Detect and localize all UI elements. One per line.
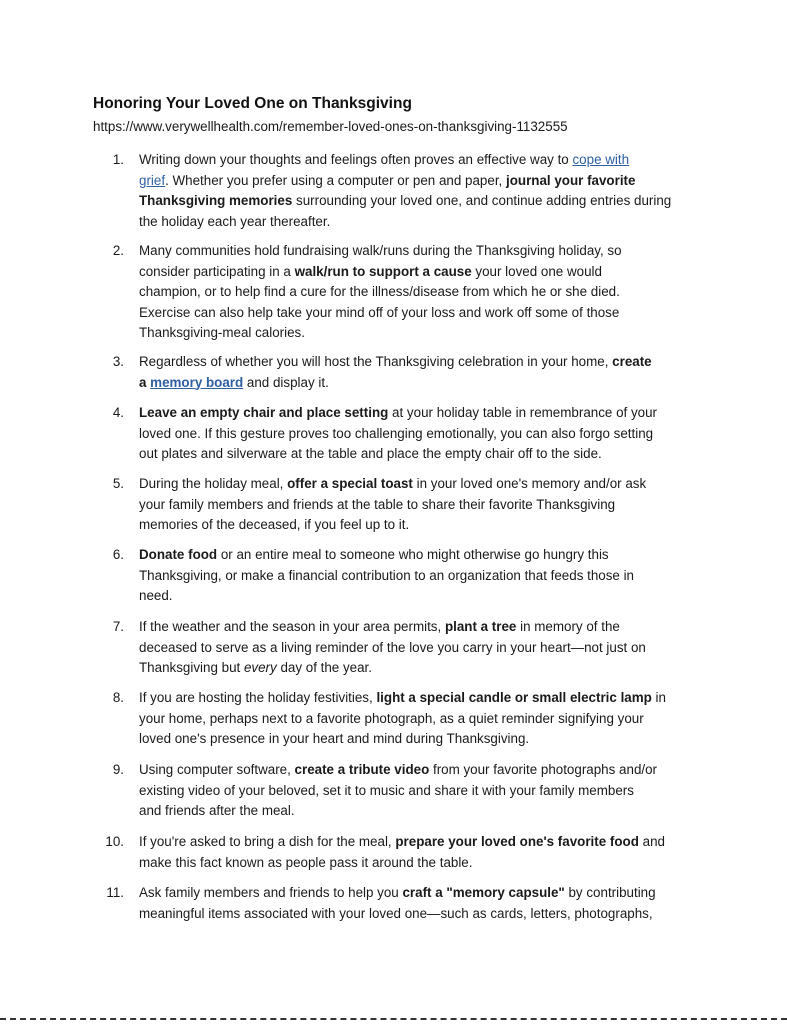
list-item-number: 2.: [112, 243, 124, 258]
text-line: [139, 150, 704, 171]
inline-link[interactable]: memory board: [150, 374, 244, 390]
text-line: [139, 515, 704, 536]
text-run: out plates and silverware at the table and place the empty chair off to the side.: [139, 446, 602, 461]
bold-text: Thanksgiving memories: [139, 193, 293, 208]
text-line: [139, 352, 704, 373]
text-line: [139, 883, 704, 904]
text-line: [139, 832, 704, 853]
list-item-text: [139, 352, 704, 393]
text-run: Using computer software,: [139, 762, 295, 777]
text-line: [139, 424, 704, 445]
bold-text: create a tribute video: [294, 762, 430, 777]
bold-text: create: [612, 354, 652, 369]
list-item-text: [139, 403, 704, 465]
list-item-text: [139, 760, 704, 822]
text-run: Regardless of whether you will host the Thanksgiving celebration in your home,: [139, 354, 613, 369]
text-run: surrounding your loved one, and continue adding entries during: [292, 193, 672, 208]
text-run: and display it.: [243, 374, 329, 390]
bold-text: Donate food: [139, 547, 218, 562]
text-line: [139, 709, 704, 730]
list-item-number: 7.: [112, 619, 124, 634]
text-run: or an entire meal to someone who might otherwise go hungry this: [217, 547, 609, 562]
text-run: need.: [139, 588, 173, 603]
list-item-number: 8.: [112, 690, 124, 705]
list-item-text: [139, 474, 704, 536]
text-run: your loved one would: [471, 263, 602, 279]
bold-text: craft a "memory capsule": [402, 885, 565, 900]
text-run: Thanksgiving-meal calories.: [139, 325, 305, 340]
list-item-text: [139, 241, 704, 344]
text-line: [139, 474, 704, 495]
text-run: from your favorite photographs and/or: [429, 762, 658, 777]
text-run: at your holiday table in remembrance of your: [388, 405, 658, 420]
list-item-text: [139, 832, 704, 873]
text-run: in your loved one's memory and/or ask: [412, 476, 647, 491]
text-line: [139, 801, 704, 822]
text-line: [139, 303, 704, 324]
text-run: Ask family members and friends to help you: [139, 885, 403, 900]
text-run: by contributing: [564, 885, 656, 900]
text-run: If you're asked to bring a dish for the meal,: [139, 834, 396, 849]
italic-text: every: [243, 660, 277, 675]
text-line: [139, 566, 704, 587]
document-title: Honoring Your Loved One on Thanksgiving: [93, 95, 412, 112]
text-run: champion, or to help find a cure for the illness/disease from which he or she died.: [139, 284, 620, 299]
text-run: and friends after the meal.: [139, 803, 295, 818]
text-line: [139, 688, 704, 709]
text-line: [139, 904, 704, 925]
text-line: [139, 545, 704, 566]
list-item-number: 1.: [112, 152, 124, 167]
text-run: make this fact known as people pass it around the table.: [139, 854, 473, 870]
bold-text: a: [139, 374, 151, 390]
text-run: Exercise can also help take your mind off of your loss and work off some of those: [139, 304, 620, 320]
text-line: [139, 729, 704, 750]
text-run: existing video of your beloved, set it to music and share it with your family members: [139, 782, 634, 798]
text-line: [139, 760, 704, 781]
text-line: [139, 617, 704, 638]
text-line: [139, 781, 704, 802]
text-line: [139, 586, 704, 607]
text-run: in: [651, 690, 666, 705]
text-run: meaningful items associated with your loved one—such as cards, letters, photographs,: [139, 905, 653, 921]
text-run: in memory of the: [516, 619, 620, 634]
text-line: [139, 212, 704, 233]
text-line: [139, 373, 704, 394]
text-run: and: [638, 834, 665, 849]
text-run: During the holiday meal,: [139, 476, 288, 491]
list-item-text: [139, 545, 704, 607]
text-run: memories of the deceased, if you feel up to it.: [139, 517, 410, 532]
text-run: day of the year.: [276, 660, 373, 675]
text-run: Writing down your thoughts and feelings often proves an effective way to: [139, 152, 573, 167]
bold-text: plant a tree: [444, 619, 517, 634]
text-run: If you are hosting the holiday festivities,: [139, 690, 377, 705]
text-line: [139, 403, 704, 424]
bold-text: journal your favorite: [505, 172, 636, 188]
text-run: Thanksgiving but: [139, 660, 244, 675]
text-line: [139, 191, 704, 212]
bold-text: walk/run to support a cause: [294, 263, 472, 279]
list-item-number: 11.: [106, 885, 124, 900]
list-item-text: [139, 617, 704, 679]
text-run: loved one. If this gesture proves too challenging emotionally, you can also forgo setting: [139, 425, 654, 441]
text-run: Many communities hold fundraising walk/runs during the Thanksgiving holiday, so: [139, 243, 622, 258]
bold-text: offer a special toast: [287, 476, 413, 491]
text-run: consider participating in a: [139, 263, 295, 279]
text-line: [139, 282, 704, 303]
text-line: [139, 323, 704, 344]
bold-text: Leave an empty chair and place setting: [139, 405, 389, 420]
text-run: your home, perhaps next to a favorite photograph, as a quiet reminder signifying your: [139, 710, 644, 726]
list-item-number: 6.: [112, 547, 124, 562]
list-item-text: [139, 883, 704, 924]
text-line: [139, 262, 704, 283]
text-run: your family members and friends at the table to share their favorite Thanksgiving: [139, 496, 616, 512]
list-item-number: 3.: [112, 354, 124, 369]
bold-text: light a special candle or small electric lamp: [376, 690, 652, 705]
source-url: https://www.verywellhealth.com/remember-loved-ones-on-thanksgiving-1132555: [93, 119, 568, 134]
page-cut-line: [0, 1018, 787, 1020]
text-line: [139, 638, 704, 659]
text-line: [139, 495, 704, 516]
text-run: the holiday each year thereafter.: [139, 213, 331, 229]
text-line: [139, 171, 704, 192]
inline-link[interactable]: grief: [139, 172, 166, 188]
text-line: [139, 241, 704, 262]
inline-link[interactable]: cope with: [572, 152, 630, 167]
text-line: [139, 658, 704, 679]
bold-text: prepare your loved one's favorite food: [395, 834, 639, 849]
text-run: loved one's presence in your heart and mind during Thanksgiving.: [139, 731, 530, 746]
text-run: Thanksgiving, or make a financial contribution to an organization that feeds those in: [139, 567, 635, 583]
list-item-number: 9.: [112, 762, 124, 777]
text-line: [139, 444, 704, 465]
text-line: [139, 853, 704, 874]
list-item-text: [139, 150, 704, 232]
text-run: If the weather and the season in your area permits,: [139, 619, 445, 634]
list-item-number: 5.: [112, 476, 124, 491]
list-item-number: 4.: [112, 405, 124, 420]
list-item-text: [139, 688, 704, 750]
list-item-number: 10.: [105, 834, 124, 849]
text-run: deceased to serve as a living reminder of the love you carry in your heart—not just on: [139, 639, 646, 655]
text-run: . Whether you prefer using a computer or pen and paper,: [165, 172, 506, 188]
